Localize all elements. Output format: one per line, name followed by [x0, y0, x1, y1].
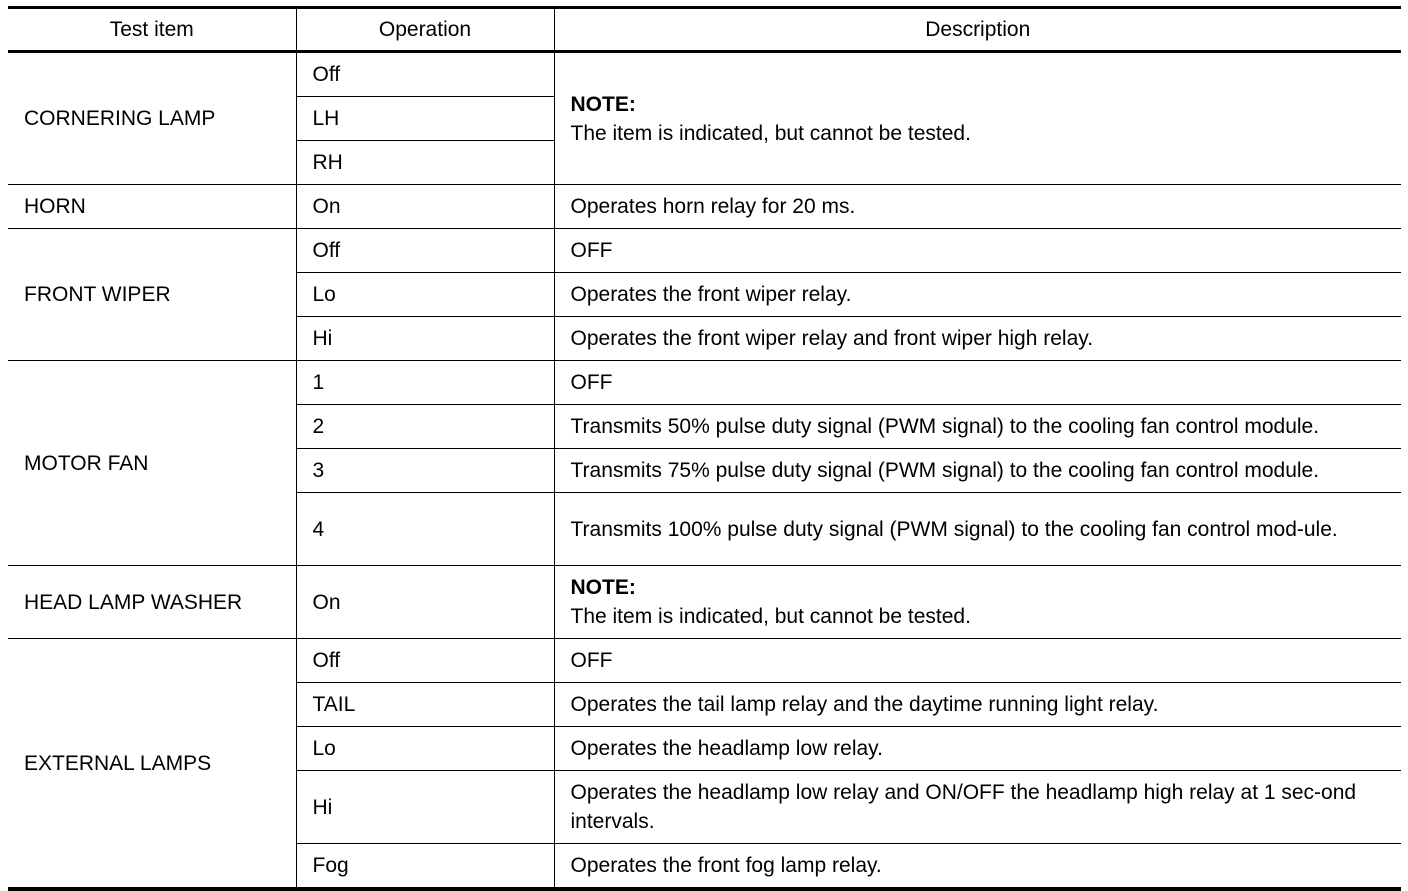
table-row: [8, 361, 1401, 405]
test-item-external-lamps: EXTERNAL LAMPS: [8, 639, 296, 890]
description-cell: Transmits 75% pulse duty signal (PWM signal) to the cooling fan control module.: [554, 449, 1401, 493]
operation-cell: 3: [296, 449, 554, 493]
test-item-front-wiper: FRONT WIPER: [8, 229, 296, 361]
test-item-head-lamp-washer: HEAD LAMP WASHER: [8, 566, 296, 639]
note-cell: [554, 52, 1401, 185]
note-text: The item is indicated, but cannot be tested.: [570, 605, 971, 628]
operation-cell: Lo: [296, 273, 554, 317]
header-row: [8, 8, 1401, 52]
description-cell: Operates the headlamp low relay and ON/OFF the headlamp high relay at 1 sec-ond intervals.: [554, 771, 1401, 844]
table-row: [8, 639, 1401, 683]
operation-cell: Fog: [296, 844, 554, 890]
note-text: The item is indicated, but cannot be tested.: [570, 121, 971, 145]
operation-cell: Off: [296, 52, 554, 97]
description-cell: Operates the front wiper relay and front wiper high relay.: [554, 317, 1401, 361]
description-cell: OFF: [554, 229, 1401, 273]
operation-cell: On: [296, 185, 554, 229]
operation-cell: Hi: [296, 771, 554, 844]
operation-cell: Hi: [296, 317, 554, 361]
operation-cell: 4: [296, 493, 554, 566]
note-cell: [554, 566, 1401, 639]
header-test-item: Test item: [8, 8, 296, 52]
description-cell: OFF: [554, 639, 1401, 683]
test-item-cornering-lamp: CORNERING LAMP: [8, 52, 296, 185]
table-row: [8, 566, 1401, 639]
operation-cell: 2: [296, 405, 554, 449]
header-operation: Operation: [296, 8, 554, 52]
operation-cell: RH: [296, 141, 554, 185]
operation-cell: Lo: [296, 727, 554, 771]
operation-cell: On: [296, 566, 554, 639]
test-item-horn: HORN: [8, 185, 296, 229]
description-cell: Operates the headlamp low relay.: [554, 727, 1401, 771]
operation-cell: 1: [296, 361, 554, 405]
operation-cell: LH: [296, 97, 554, 141]
description-cell: Operates the tail lamp relay and the daytime running light relay.: [554, 683, 1401, 727]
test-item-table: [8, 6, 1401, 891]
note-label: NOTE:: [570, 92, 636, 116]
test-item-motor-fan: MOTOR FAN: [8, 361, 296, 566]
note-label: NOTE:: [570, 576, 636, 599]
description-cell: Transmits 100% pulse duty signal (PWM signal) to the cooling fan control mod-ule.: [554, 493, 1401, 566]
operation-cell: TAIL: [296, 683, 554, 727]
description-cell: Transmits 50% pulse duty signal (PWM signal) to the cooling fan control module.: [554, 405, 1401, 449]
table-row: [8, 229, 1401, 273]
description-cell: OFF: [554, 361, 1401, 405]
table-row: [8, 52, 1401, 97]
operation-cell: Off: [296, 229, 554, 273]
description-cell: Operates horn relay for 20 ms.: [554, 185, 1401, 229]
description-cell: Operates the front wiper relay.: [554, 273, 1401, 317]
table-row: [8, 185, 1401, 229]
header-description: Description: [554, 8, 1401, 52]
operation-cell: Off: [296, 639, 554, 683]
description-cell: Operates the front fog lamp relay.: [554, 844, 1401, 890]
